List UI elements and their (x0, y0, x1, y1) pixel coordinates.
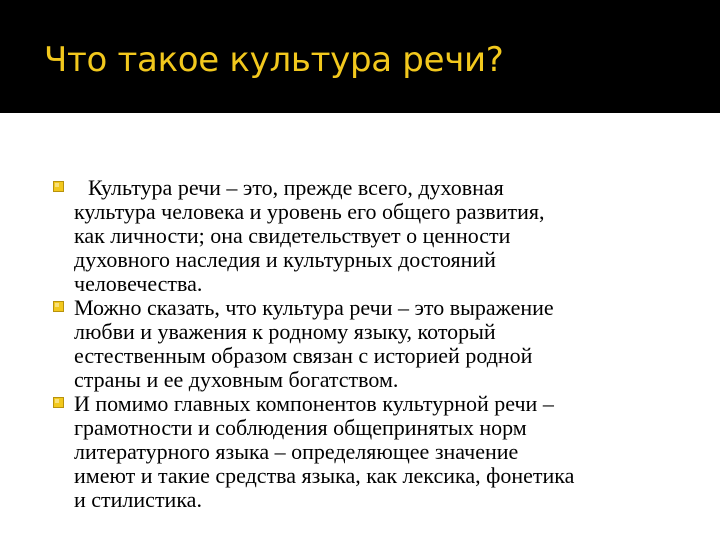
bullet-item-3 (0, 392, 684, 512)
bullet-item-1 (0, 176, 684, 296)
bullet-1-line-5: человечества. (74, 271, 203, 296)
bullet-1-line-4: духовного наследия и культурных достояний (74, 247, 496, 272)
square-bullet-icon (53, 397, 64, 408)
bullet-3-line-4: имеют и такие средства языка, как лексика, фонетика (74, 463, 575, 488)
bullet-3-line-5: и стилистика. (74, 487, 202, 512)
slide-title: Что такое культура речи? (44, 40, 504, 80)
title-bar (0, 0, 720, 113)
bullet-list (0, 176, 720, 512)
bullet-1-line-1: Культура речи – это, прежде всего, духовная (88, 175, 504, 200)
bullet-2-line-4: страны и ее духовным богатством. (74, 367, 399, 392)
bullet-2-line-1: Можно сказать, что культура речи – это выражение (74, 295, 554, 320)
bullet-1-line-2: культура человека и уровень его общего развития, (74, 199, 545, 224)
bullet-2-line-2: любви и уважения к родному языку, который (74, 319, 496, 344)
square-bullet-icon (53, 181, 64, 192)
bullet-3-line-1: И помимо главных компонентов культурной речи – (74, 391, 554, 416)
square-bullet-icon (53, 301, 64, 312)
bullet-2-line-3: естественным образом связан с историей родной (74, 343, 533, 368)
bullet-1-line-3: как личности; она свидетельствует о ценности (74, 223, 511, 248)
bullet-3-line-2: грамотности и соблюдения общепринятых норм (74, 415, 527, 440)
bullet-item-2 (0, 296, 684, 392)
bullet-3-line-3: литературного языка – определяющее значение (74, 439, 519, 464)
